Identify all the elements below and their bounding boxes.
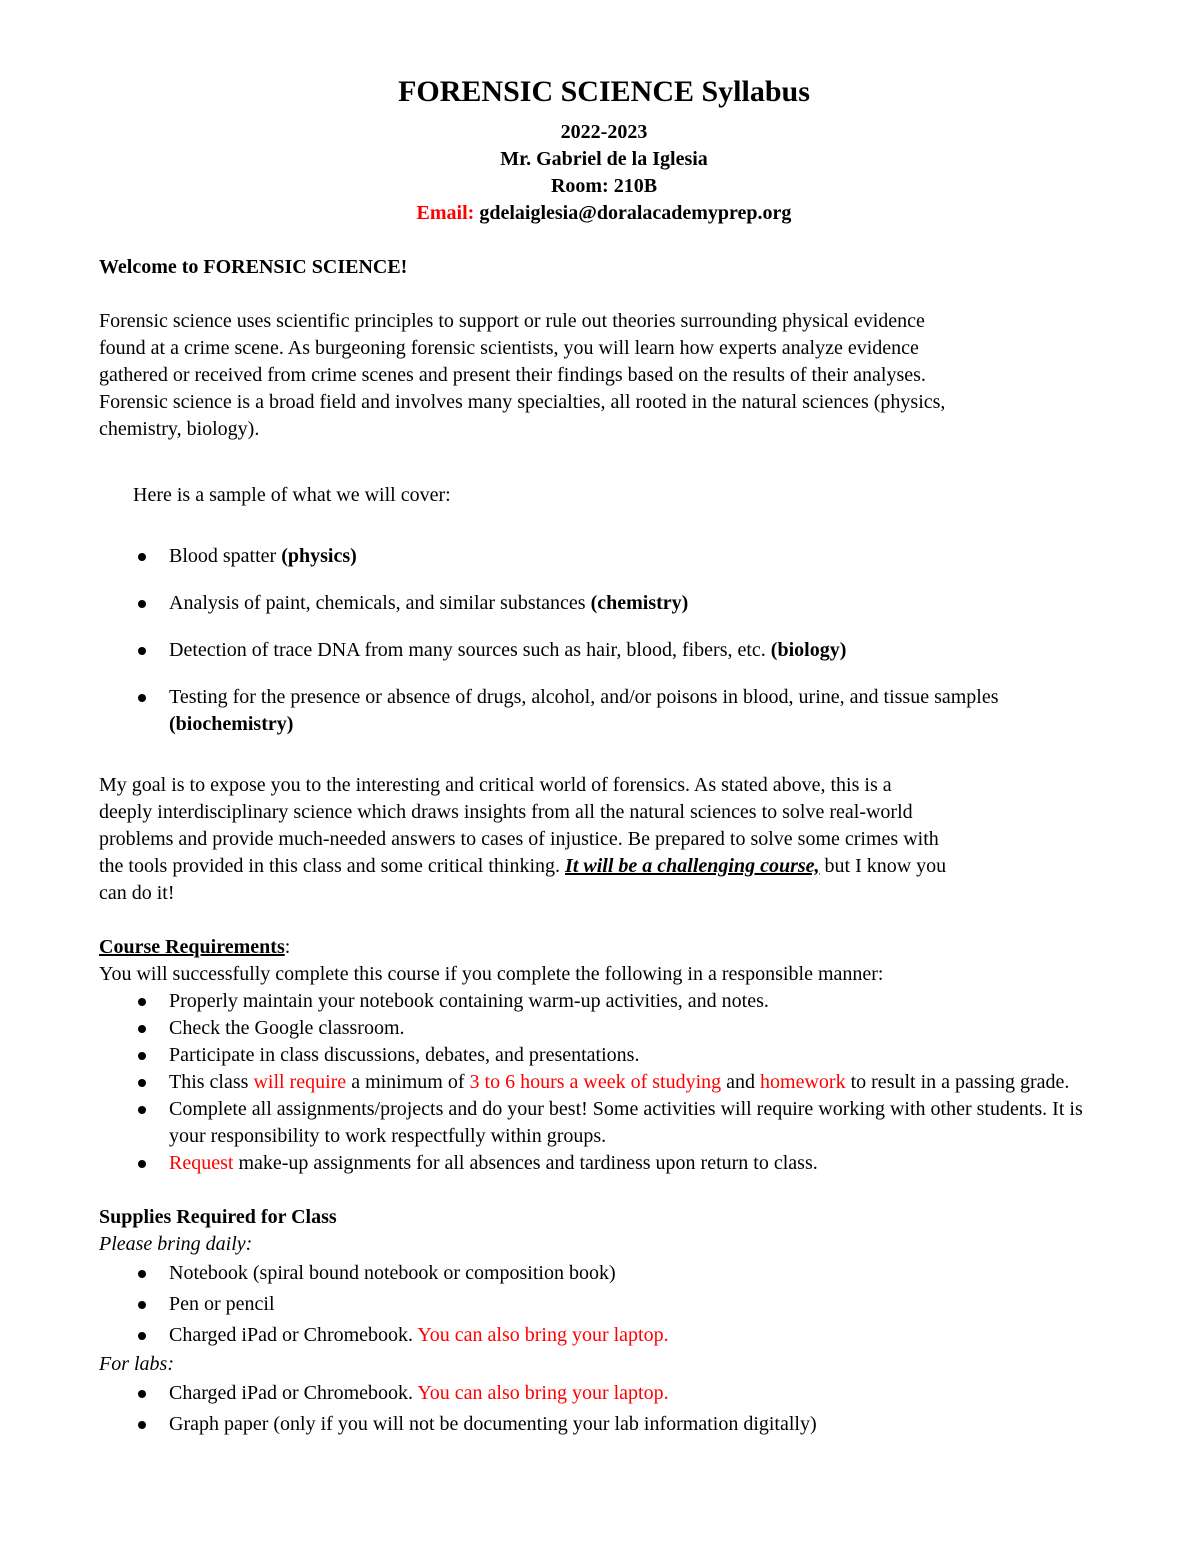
supplies-heading: Supplies Required for Class [99, 1206, 337, 1228]
list-item: Participate in class discussions, debates, and presentations. [99, 1042, 1109, 1069]
requirements-section [99, 934, 1109, 1177]
topics-list [99, 543, 1109, 738]
list-item: Testing for the presence or absence of drugs, alcohol, and/or poisons in blood, urine, and tissue samples (biochemistry) [99, 684, 1109, 738]
bullet-icon [138, 694, 146, 702]
list-item: Charged iPad or Chromebook. You can also bring your laptop. [99, 1378, 1109, 1409]
goal-line: the tools provided in this class and some critical thinking. It will be a challenging course, but I know you [99, 855, 947, 877]
list-item: Properly maintain your notebook containing warm-up activities, and notes. [99, 988, 1109, 1015]
intro-line: chemistry, biology). [99, 418, 260, 440]
daily-label: Please bring daily: [99, 1233, 253, 1255]
intro-line: Forensic science is a broad field and involves many specialties, all rooted in the natural sciences (physics, [99, 391, 946, 413]
bullet-icon [138, 1301, 146, 1309]
bullet-icon [138, 1390, 146, 1398]
bullet-icon [138, 998, 146, 1006]
list-item: Complete all assignments/projects and do your best! Some activities will require working with other students. It is your responsibility to work respectfully within groups. [99, 1096, 1109, 1150]
labs-label: For labs: [99, 1353, 174, 1375]
welcome-heading: Welcome to FORENSIC SCIENCE! [99, 256, 408, 278]
teacher-name: Mr. Gabriel de la Iglesia [500, 148, 708, 170]
document-title: FORENSIC SCIENCE Syllabus [398, 75, 810, 108]
sample-intro: Here is a sample of what we will cover: [133, 484, 451, 506]
list-item: Blood spatter (physics) [99, 543, 1109, 570]
email-label: Email: [416, 202, 475, 224]
email-address[interactable]: gdelaiglesia@doralacademyprep.org [479, 202, 792, 224]
goal-line: My goal is to expose you to the interesting and critical world of forensics. As stated above, this is a [99, 774, 892, 796]
bullet-icon [138, 1332, 146, 1340]
list-item: This class will require a minimum of 3 to 6 hours a week of studying and homework to result in a passing grade. [99, 1069, 1109, 1096]
goal-line: can do it! [99, 882, 175, 904]
bullet-icon [138, 647, 146, 655]
supplies-section [99, 1204, 1109, 1440]
bullet-icon [138, 1270, 146, 1278]
list-item: Graph paper (only if you will not be documenting your lab information digitally) [99, 1409, 1109, 1440]
school-year: 2022-2023 [560, 121, 648, 143]
list-item: Detection of trace DNA from many sources such as hair, blood, fibers, etc. (biology) [99, 637, 1109, 664]
email-line [99, 200, 1109, 227]
syllabus-page [99, 74, 1109, 1440]
bullet-icon [138, 1025, 146, 1033]
goal-line: problems and provide much-needed answers to cases of injustice. Be prepared to solve some crimes with [99, 828, 939, 850]
bullet-icon [138, 1052, 146, 1060]
lab-supplies-list [99, 1378, 1109, 1440]
bullet-icon [138, 1079, 146, 1087]
intro-line: gathered or received from crime scenes and present their findings based on the results of their analyses. [99, 364, 926, 386]
list-item: Analysis of paint, chemicals, and similar substances (chemistry) [99, 590, 1109, 617]
requirements-list [99, 988, 1109, 1177]
list-item: Request make-up assignments for all absences and tardiness upon return to class. [99, 1150, 1109, 1177]
intro-line: Forensic science uses scientific principles to support or rule out theories surrounding physical evidence [99, 310, 925, 332]
list-item: Pen or pencil [99, 1289, 1109, 1320]
bullet-icon [138, 1160, 146, 1168]
bullet-icon [138, 1421, 146, 1429]
intro-line: found at a crime scene. As burgeoning forensic scientists, you will learn how experts analyze evidence [99, 337, 919, 359]
requirements-heading: Course Requirements: [99, 936, 291, 958]
list-item: Charged iPad or Chromebook. You can also bring your laptop. [99, 1320, 1109, 1351]
goal-line: deeply interdisciplinary science which draws insights from all the natural sciences to solve real-world [99, 801, 913, 823]
intro-paragraph [99, 308, 1109, 443]
room-number: Room: 210B [550, 175, 658, 197]
daily-supplies-list [99, 1258, 1109, 1351]
bullet-icon [138, 553, 146, 561]
list-item: Notebook (spiral bound notebook or composition book) [99, 1258, 1109, 1289]
bullet-icon [138, 1106, 146, 1114]
bullet-icon [138, 600, 146, 608]
document-header [99, 74, 1109, 227]
goal-paragraph [99, 772, 1109, 907]
challenging-emphasis: It will be a challenging course, [565, 855, 820, 877]
list-item: Check the Google classroom. [99, 1015, 1109, 1042]
requirements-intro: You will successfully complete this course if you complete the following in a responsible manner: [99, 963, 884, 985]
